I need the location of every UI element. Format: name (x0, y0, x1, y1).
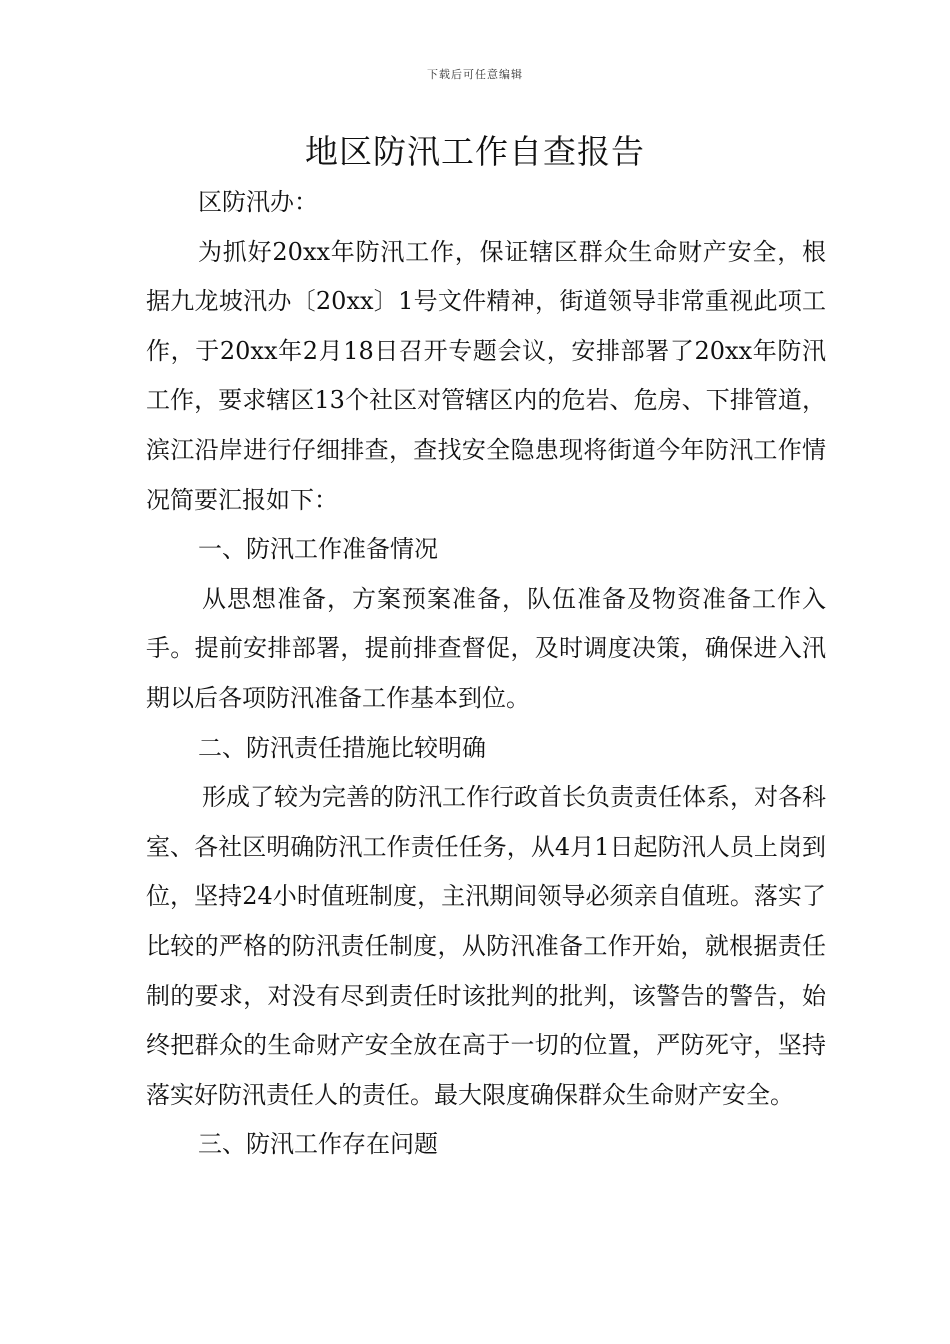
section-body-1: 从思想准备，方案预案准备，队伍准备及物资准备工作入手。提前安排部署，提前排查督促，及时调度决策，确保进入汛期以后各项防汛准备工作基本到位。 (146, 584, 826, 712)
header-note: 下载后可任意编辑 (427, 68, 523, 81)
section-heading-1: 一、防汛工作准备情况 (198, 535, 438, 564)
document-title: 地区防汛工作自查报告 (305, 132, 645, 171)
section-heading-3: 三、防汛工作存在问题 (198, 1130, 438, 1159)
salutation: 区防汛办： (198, 188, 318, 216)
section-heading-2: 二、防汛责任措施比较明确 (198, 733, 486, 762)
section-body-2: 形成了较为完善的防汛工作行政首长负责责任体系，对各科室、各社区明确防汛工作责任任务，从4月1日起防汛人员上岗到位，坚持24小时值班制度，主汛期间领导必须亲自值班。落实了比较的严格的防汛责任制度，从防汛准备工作开始，就根据责任制的要求，对没有尽到责任时该批判的批判，该警告的警告，始终把群众的生命财产安全放在高于一切的位置，严防死守，坚持落实好防汛责任人的责任。最大限度确保群众生命财产安全。 (146, 783, 826, 1109)
document-body (146, 178, 826, 1170)
intro-paragraph: 为抓好20xx年防汛工作，保证辖区群众生命财产安全，根据九龙坡汛办〔20xx〕1号文件精神，街道领导非常重视此项工作，于20xx年2月18日召开专题会议，安排部署了20xx年防汛工作，要求辖区13个社区对管辖区内的危岩、危房、下排管道，滨江沿岸进行仔细排查，查找安全隐患现将街道今年防汛工作情况简要汇报如下： (146, 237, 826, 514)
